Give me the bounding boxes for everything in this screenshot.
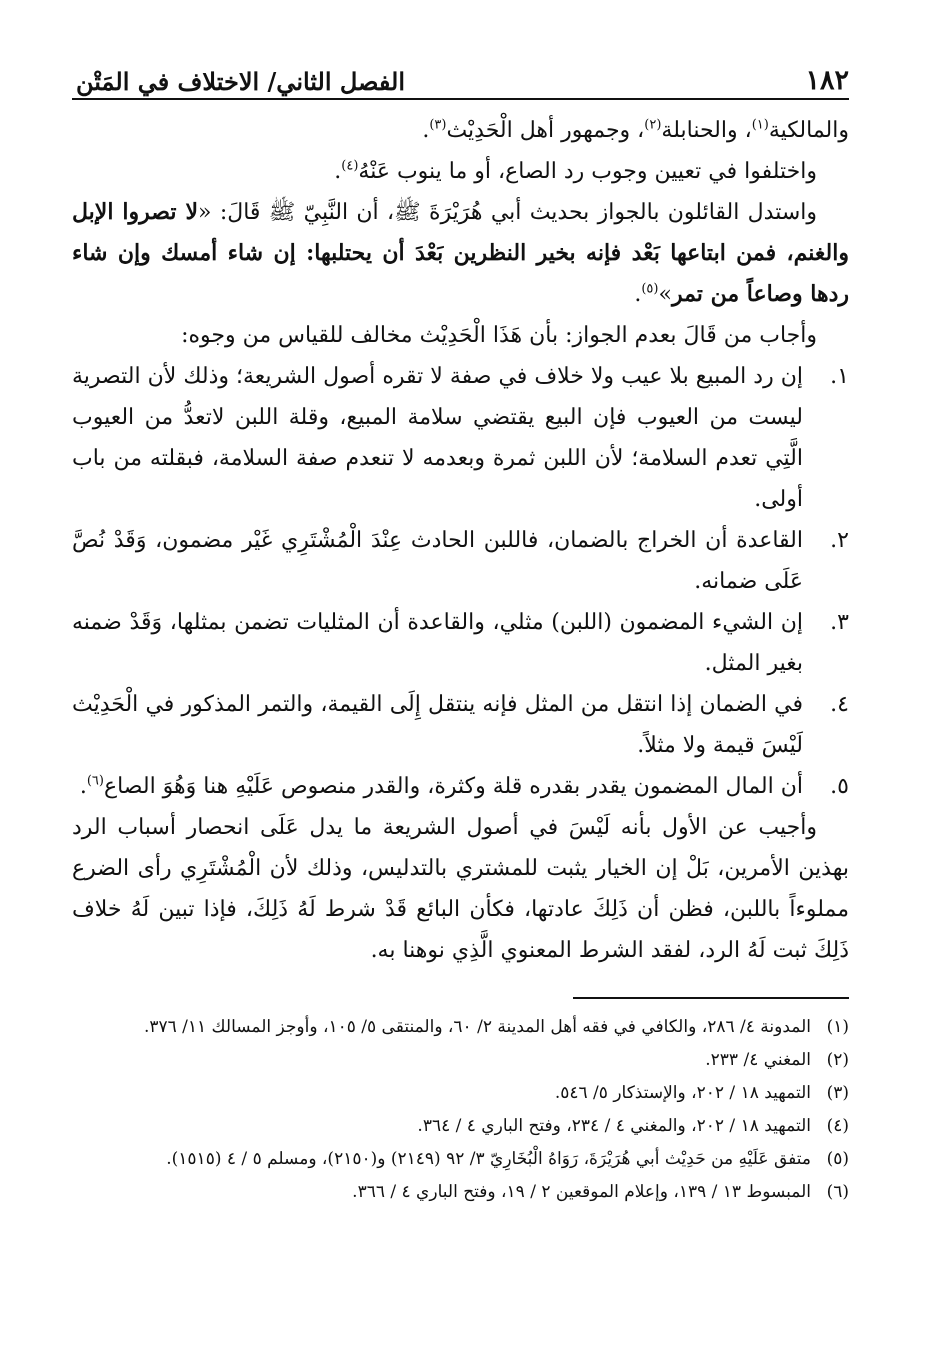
- footnote-number: (٦): [826, 1182, 849, 1202]
- list-text: أن المال المضمون يقدر بقدره قلة وكثرة، والقدر منصوص عَلَيْهِ هنا وَهُوَ الصاع$^{(٦)}$.: [79, 773, 803, 799]
- footnote-text: التمهيد ١٨ / ٢٠٢، والإستذكار ٥/ ٥٤٦.: [554, 1083, 811, 1103]
- page-number: ١٨٢: [805, 65, 849, 96]
- list-text: القاعدة أن الخراج بالضمان، فاللبن الحادث عِنْدَ الْمُشْتَرِي غَيْر مضمون، وَقَدْ نُصَّ عَلَى ضمانه.: [72, 528, 803, 594]
- footnote-number: (٤): [826, 1116, 849, 1136]
- footnote-4: [72, 1110, 849, 1143]
- footnote-6: [72, 1176, 849, 1209]
- paragraph-1: والمالكية$^{(١)}$، والحنابلة$^{(٢)}$، وجمهور أهل الْحَدِيْث$^{(٣)}$.: [422, 117, 849, 143]
- list-item-4: [72, 684, 849, 766]
- list-text: إن رد المبيع بلا عيب ولا خلاف في صفة لا تقره أصول الشريعة؛ وذلك لأن التصرية ليست من العيوب فإن البيع يقتضي سلامة المبيع، وقلة اللبن لاتعدُّ من العيوب الَّتِي تعدم السلامة؛ لأن اللبن ثمرة وبعدمه لا تنعدم صفة السلامة، فبقلته من باب أولى.: [72, 364, 803, 512]
- list-item-2: [72, 520, 849, 602]
- footnote-ref-6[interactable]: (٦): [86, 773, 104, 789]
- list-number: ٤.: [830, 692, 849, 717]
- footnote-1: [72, 1011, 849, 1044]
- footnote-ref-5[interactable]: (٥): [641, 281, 659, 297]
- list-number: ٣.: [830, 610, 849, 635]
- list-item-3: [72, 602, 849, 684]
- list-item-1: [72, 356, 849, 520]
- list-number: ١.: [830, 364, 849, 389]
- footnote-text: التمهيد ١٨ / ٢٠٢، والمغني ٤ / ٢٣٤، وفتح الباري ٤ / ٣٦٤.: [417, 1116, 811, 1136]
- footnote-number: (٢): [826, 1050, 849, 1070]
- list-number: ٢.: [830, 528, 849, 553]
- footnote-text: المبسوط ١٣ / ١٣٩، وإعلام الموقعين ٢ / ١٩، وفتح الباري ٤ / ٣٦٦.: [352, 1182, 811, 1202]
- list-number: ٥.: [830, 774, 849, 799]
- paragraph-3: واستدل القائلون بالجواز بحديث أبي هُرَيْرَةَ ﷺ، أن النَّبِيّ ﷺ قَالَ: «لا تصروا الإبل والغنم، فمن ابتاعها بَعْد فإنه بخير النظرين بَعْدَ أن يحتلبها: إن شاء أمسك وإن شاء ردها وصاعاً من تمر»$^{(٥)}$.: [72, 199, 849, 307]
- footnote-divider: [573, 997, 849, 999]
- footnote-ref-1[interactable]: (١): [751, 117, 769, 133]
- main-text: [72, 110, 849, 971]
- footnote-ref-4[interactable]: (٤): [341, 158, 359, 174]
- paragraph-4: وأجاب من قَالَ بعدم الجواز: بأن هَذَا الْحَدِيْث مخالف للقياس من وجوه:: [181, 323, 817, 348]
- footnote-2: [72, 1044, 849, 1077]
- footnote-text: المغني ٤/ ٢٣٣.: [705, 1050, 811, 1070]
- footnote-text: المدونة ٤/ ٢٨٦، والكافي في فقه أهل المدينة ٢/ ٦٠، والمنتقى ٥/ ١٠٥، وأوجز المسالك ١١/ ٣٧٦.: [143, 1017, 811, 1037]
- footnote-number: (٥): [826, 1149, 849, 1169]
- list-text: إن الشيء المضمون (اللبن) مثلي، والقاعدة أن المثليات تضمن بمثلها، وَقَدْ ضمنه بغير المثل.: [72, 610, 803, 676]
- footnotes: [72, 1011, 849, 1209]
- list-text: في الضمان إذا انتقل من المثل فإنه ينتقل إِلَى القيمة، والتمر المذكور في الْحَدِيْث لَيْسَ قيمة ولا مثلاً.: [72, 692, 803, 758]
- footnote-number: (٣): [826, 1083, 849, 1103]
- footnote-number: (١): [826, 1017, 849, 1037]
- page-header: [72, 52, 849, 100]
- footnote-5: [72, 1143, 849, 1176]
- footnote-ref-2[interactable]: (٢): [644, 117, 662, 133]
- book-page: [72, 52, 849, 1345]
- hadith-quote: لا تصروا الإبل والغنم، فمن ابتاعها بَعْد فإنه بخير النظرين بَعْدَ أن يحتلبها: إن شاء أمسك وإن شاء ردها وصاعاً من تمر: [72, 199, 849, 307]
- paragraph-5: وأجيب عن الأول بأنه لَيْسَ في أصول الشريعة ما يدل عَلَى انحصار أسباب الرد بهذين الأمرين، بَلْ إن الخيار يثبت للمشتري بالتدليس، وذلك لأن الْمُشْتَرِي رأى الضرع مملوءاً باللبن، فظن أن ذَلِكَ عادتها، فكأن البائع قَدْ شرط لَهُ ذَلِكَ، فإذا تبين لَهُ خلاف ذَلِكَ ثبت لَهُ الرد، لفقد الشرط المعنوي الَّذِي نوهنا به.: [72, 815, 849, 963]
- footnote-ref-3[interactable]: (٣): [429, 117, 447, 133]
- list-item-5: [72, 766, 849, 807]
- chapter-title: الفصل الثاني/ الاختلاف في المَتْن: [76, 67, 405, 96]
- footnote-3: [72, 1077, 849, 1110]
- footnote-text: متفق عَلَيْهِ من حَدِيْث أبي هُرَيْرَةَ، رَوَاهُ الْبُخَارِيّ ٣/ ٩٢ (٢١٤٩) و(٢١٥٠)، ومسلم ٥ / ٤ (١٥١٥).: [166, 1149, 811, 1169]
- paragraph-2: واختلفوا في تعيين وجوب رد الصاع، أو ما ينوب عَنْهُ$^{(٤)}$.: [334, 158, 817, 184]
